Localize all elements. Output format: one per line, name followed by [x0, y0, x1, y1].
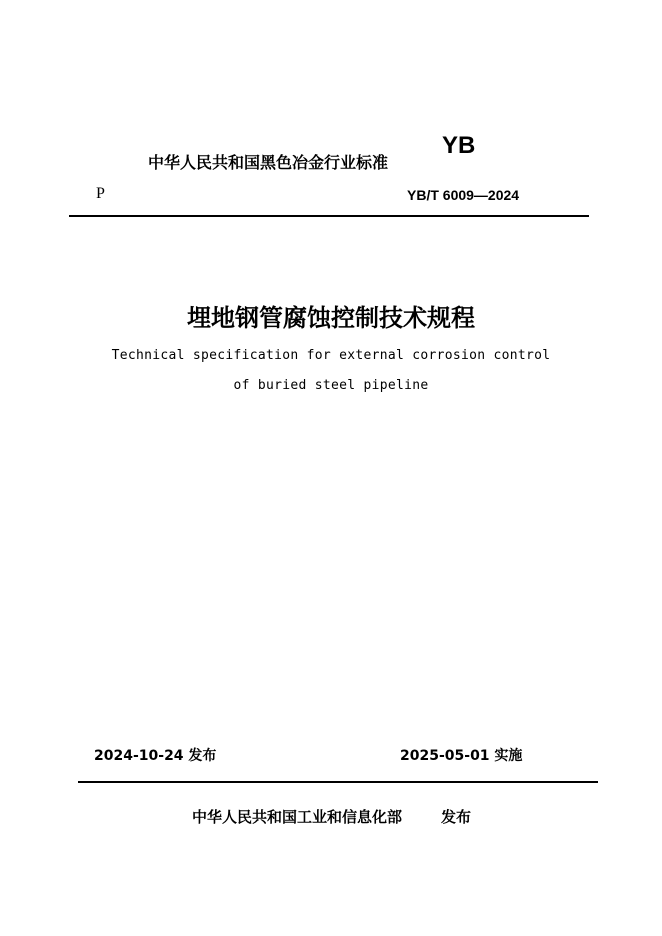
standard-code: YB/T 6009—2024: [407, 187, 520, 203]
issue-date: 2024-10-24 发布: [94, 748, 217, 764]
publisher-name: 中华人民共和国工业和信息化部: [192, 808, 403, 826]
classification-code: P: [96, 185, 105, 202]
issuer-name: 中华人民共和国黑色冶金行业标准: [148, 153, 389, 172]
title-english-line2: of buried steel pipeline: [233, 378, 429, 393]
standard-mark: YB: [442, 132, 476, 159]
title-english-line1: Technical specification for external corrosion control: [111, 348, 551, 363]
footer-divider: [78, 781, 598, 783]
implementation-date: 2025-05-01 实施: [400, 748, 523, 764]
issued-label: 发布: [441, 808, 472, 826]
header-divider: [69, 215, 589, 217]
title-chinese: 埋地钢管腐蚀控制技术规程: [187, 304, 475, 332]
